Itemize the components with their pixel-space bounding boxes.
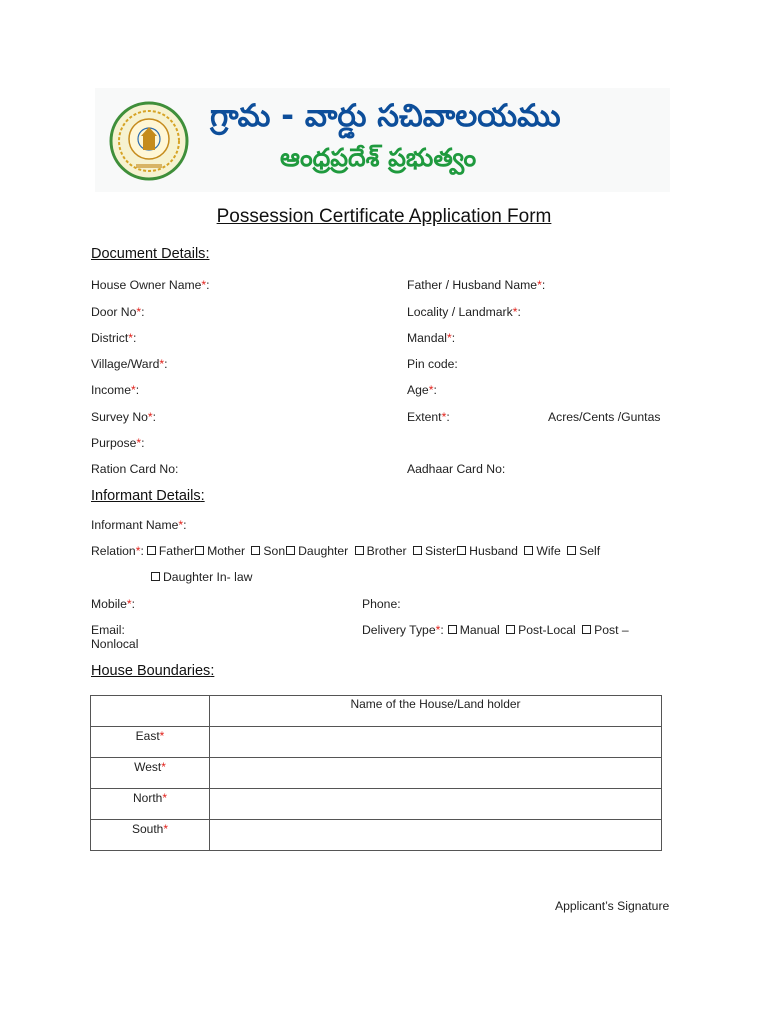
- field-email[interactable]: Email:: [91, 623, 125, 637]
- table-row: [91, 727, 662, 758]
- column-header-holder-name: Name of the House/Land holder: [210, 696, 662, 727]
- checkbox-daughter-in-law[interactable]: [151, 572, 160, 581]
- field-father-husband-name[interactable]: Father / Husband Name*:: [407, 278, 546, 292]
- checkbox-self[interactable]: [567, 546, 576, 555]
- checkbox-mother[interactable]: [195, 546, 204, 555]
- field-district[interactable]: District*:: [91, 331, 137, 345]
- field-ration-card-no[interactable]: Ration Card No:: [91, 462, 179, 476]
- relation-label: Relation: [91, 544, 136, 558]
- delivery-option-wrap: Nonlocal: [91, 637, 139, 651]
- field-phone[interactable]: Phone:: [362, 597, 401, 611]
- field-survey-no[interactable]: Survey No*:: [91, 410, 157, 424]
- field-age[interactable]: Age*:: [407, 383, 437, 397]
- field-pin-code[interactable]: Pin code:: [407, 357, 458, 371]
- table-row: [91, 758, 662, 789]
- field-mobile[interactable]: Mobile*:: [91, 597, 136, 611]
- checkbox-brother[interactable]: [355, 546, 364, 555]
- field-village-ward[interactable]: Village/Ward*:: [91, 357, 168, 371]
- logo-title-telugu: గ్రామ - వార్డు సచివాలయము: [210, 98, 561, 134]
- ap-state-emblem-icon: [108, 100, 190, 182]
- field-house-owner-name[interactable]: House Owner Name*:: [91, 278, 210, 292]
- house-boundaries-table: [90, 695, 662, 851]
- field-income[interactable]: Income*:: [91, 383, 140, 397]
- section-heading-document-details: Document Details:: [91, 246, 210, 262]
- checkbox-son[interactable]: [251, 546, 260, 555]
- field-extent[interactable]: Extent*:: [407, 410, 450, 424]
- extent-units-label: Acres/Cents /Guntas: [548, 410, 661, 424]
- applicant-signature-label: Applicant’s Signature: [555, 899, 670, 913]
- row-label-south: South*: [91, 820, 210, 851]
- table-row: [91, 789, 662, 820]
- field-door-no[interactable]: Door No*:: [91, 305, 145, 319]
- checkbox-husband[interactable]: [457, 546, 466, 555]
- field-aadhaar-card-no[interactable]: Aadhaar Card No:: [407, 462, 506, 476]
- form-title: Possession Certificate Application Form: [216, 206, 552, 227]
- checkbox-sister[interactable]: [413, 546, 422, 555]
- checkbox-father[interactable]: [147, 546, 156, 555]
- relation-row-2: Daughter In- law: [148, 570, 252, 584]
- checkbox-post-nonlocal[interactable]: [582, 625, 591, 634]
- row-label-north: North*: [91, 789, 210, 820]
- logo-subtitle-telugu: ఆంధ్రప్రదేశ్ ప్రభుత్వం: [280, 143, 477, 172]
- table-corner-cell: [91, 696, 210, 727]
- field-informant-name[interactable]: Informant Name*:: [91, 518, 187, 532]
- delivery-type-row: Delivery Type*: Manual Post-Local Post –: [362, 623, 629, 637]
- row-label-west: West*: [91, 758, 210, 789]
- table-row: [91, 820, 662, 851]
- delivery-type-label: Delivery Type: [362, 623, 436, 637]
- checkbox-wife[interactable]: [524, 546, 533, 555]
- table-row: [91, 696, 662, 727]
- section-heading-informant-details: Informant Details:: [91, 488, 205, 504]
- cell-north-holder[interactable]: [210, 789, 662, 820]
- field-locality-landmark[interactable]: Locality / Landmark*:: [407, 305, 521, 319]
- relation-row: Relation*: Father Mother Son Daughter Brother Sister Husband Wife Self: [91, 544, 601, 558]
- field-mandal[interactable]: Mandal*:: [407, 331, 456, 345]
- checkbox-daughter[interactable]: [286, 546, 295, 555]
- cell-east-holder[interactable]: [210, 727, 662, 758]
- checkbox-manual[interactable]: [448, 625, 457, 634]
- section-heading-house-boundaries: House Boundaries:: [91, 663, 215, 679]
- row-label-east: East*: [91, 727, 210, 758]
- cell-west-holder[interactable]: [210, 758, 662, 789]
- checkbox-post-local[interactable]: [506, 625, 515, 634]
- field-purpose[interactable]: Purpose*:: [91, 436, 145, 450]
- cell-south-holder[interactable]: [210, 820, 662, 851]
